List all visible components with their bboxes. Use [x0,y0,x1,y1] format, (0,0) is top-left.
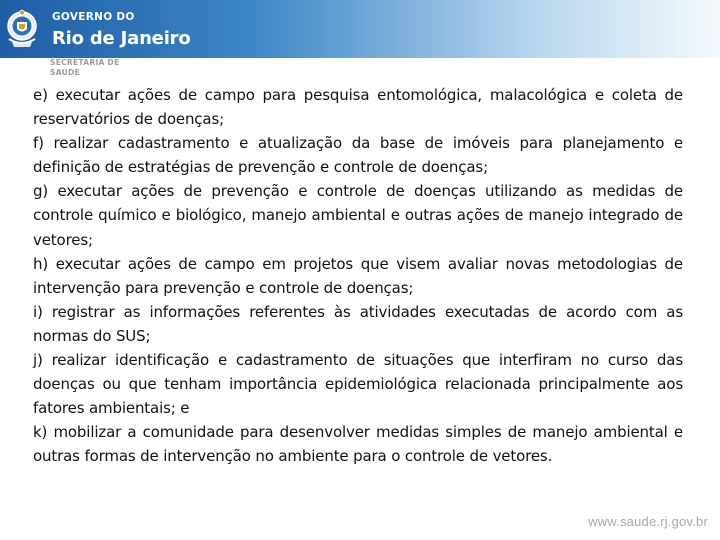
state-name: Rio de Janeiro [52,28,191,49]
list-item: g) executar ações de prevenção e controle de doenças utilizando as medidas de controle químico e biológico, manejo ambiental e outras ações de manejo integrado de vetores; [33,182,683,249]
slide-body-text [33,83,683,469]
list-item: f) realizar cadastramento e atualização da base de imóveis para planejamento e definição de estratégias de prevenção e controle de doenças; [33,134,683,177]
list-item: i) registrar as informações referentes às atividades executadas de acordo com as normas do SUS; [33,302,683,345]
list-item: k) mobilizar a comunidade para desenvolver medidas simples de manejo ambiental e outras formas de intervenção no ambiente para o controle de vetores. [33,423,683,466]
government-label: GOVERNO DO [52,11,135,23]
header-banner [0,0,720,58]
list-item: e) executar ações de campo para pesquisa entomológica, malacológica e coleta de reservatórios de doenças; [33,86,683,129]
secretaria-label [50,58,140,77]
footer-url: www.saude.rj.gov.br [588,514,708,529]
coat-of-arms-icon [5,9,39,51]
list-item: j) realizar identificação e cadastramento de situações que interfiram no curso das doenças ou que tenham importância epidemiológica relacionada principalmente aos fatores ambientais; e [33,351,683,418]
list-item: h) executar ações de campo em projetos que visem avaliar novas metodologias de intervenção para prevenção e controle de doenças; [33,254,683,297]
secretaria-line-1: SECRETARIA DE [50,58,120,67]
secretaria-line-2: SAÚDE [50,67,80,77]
